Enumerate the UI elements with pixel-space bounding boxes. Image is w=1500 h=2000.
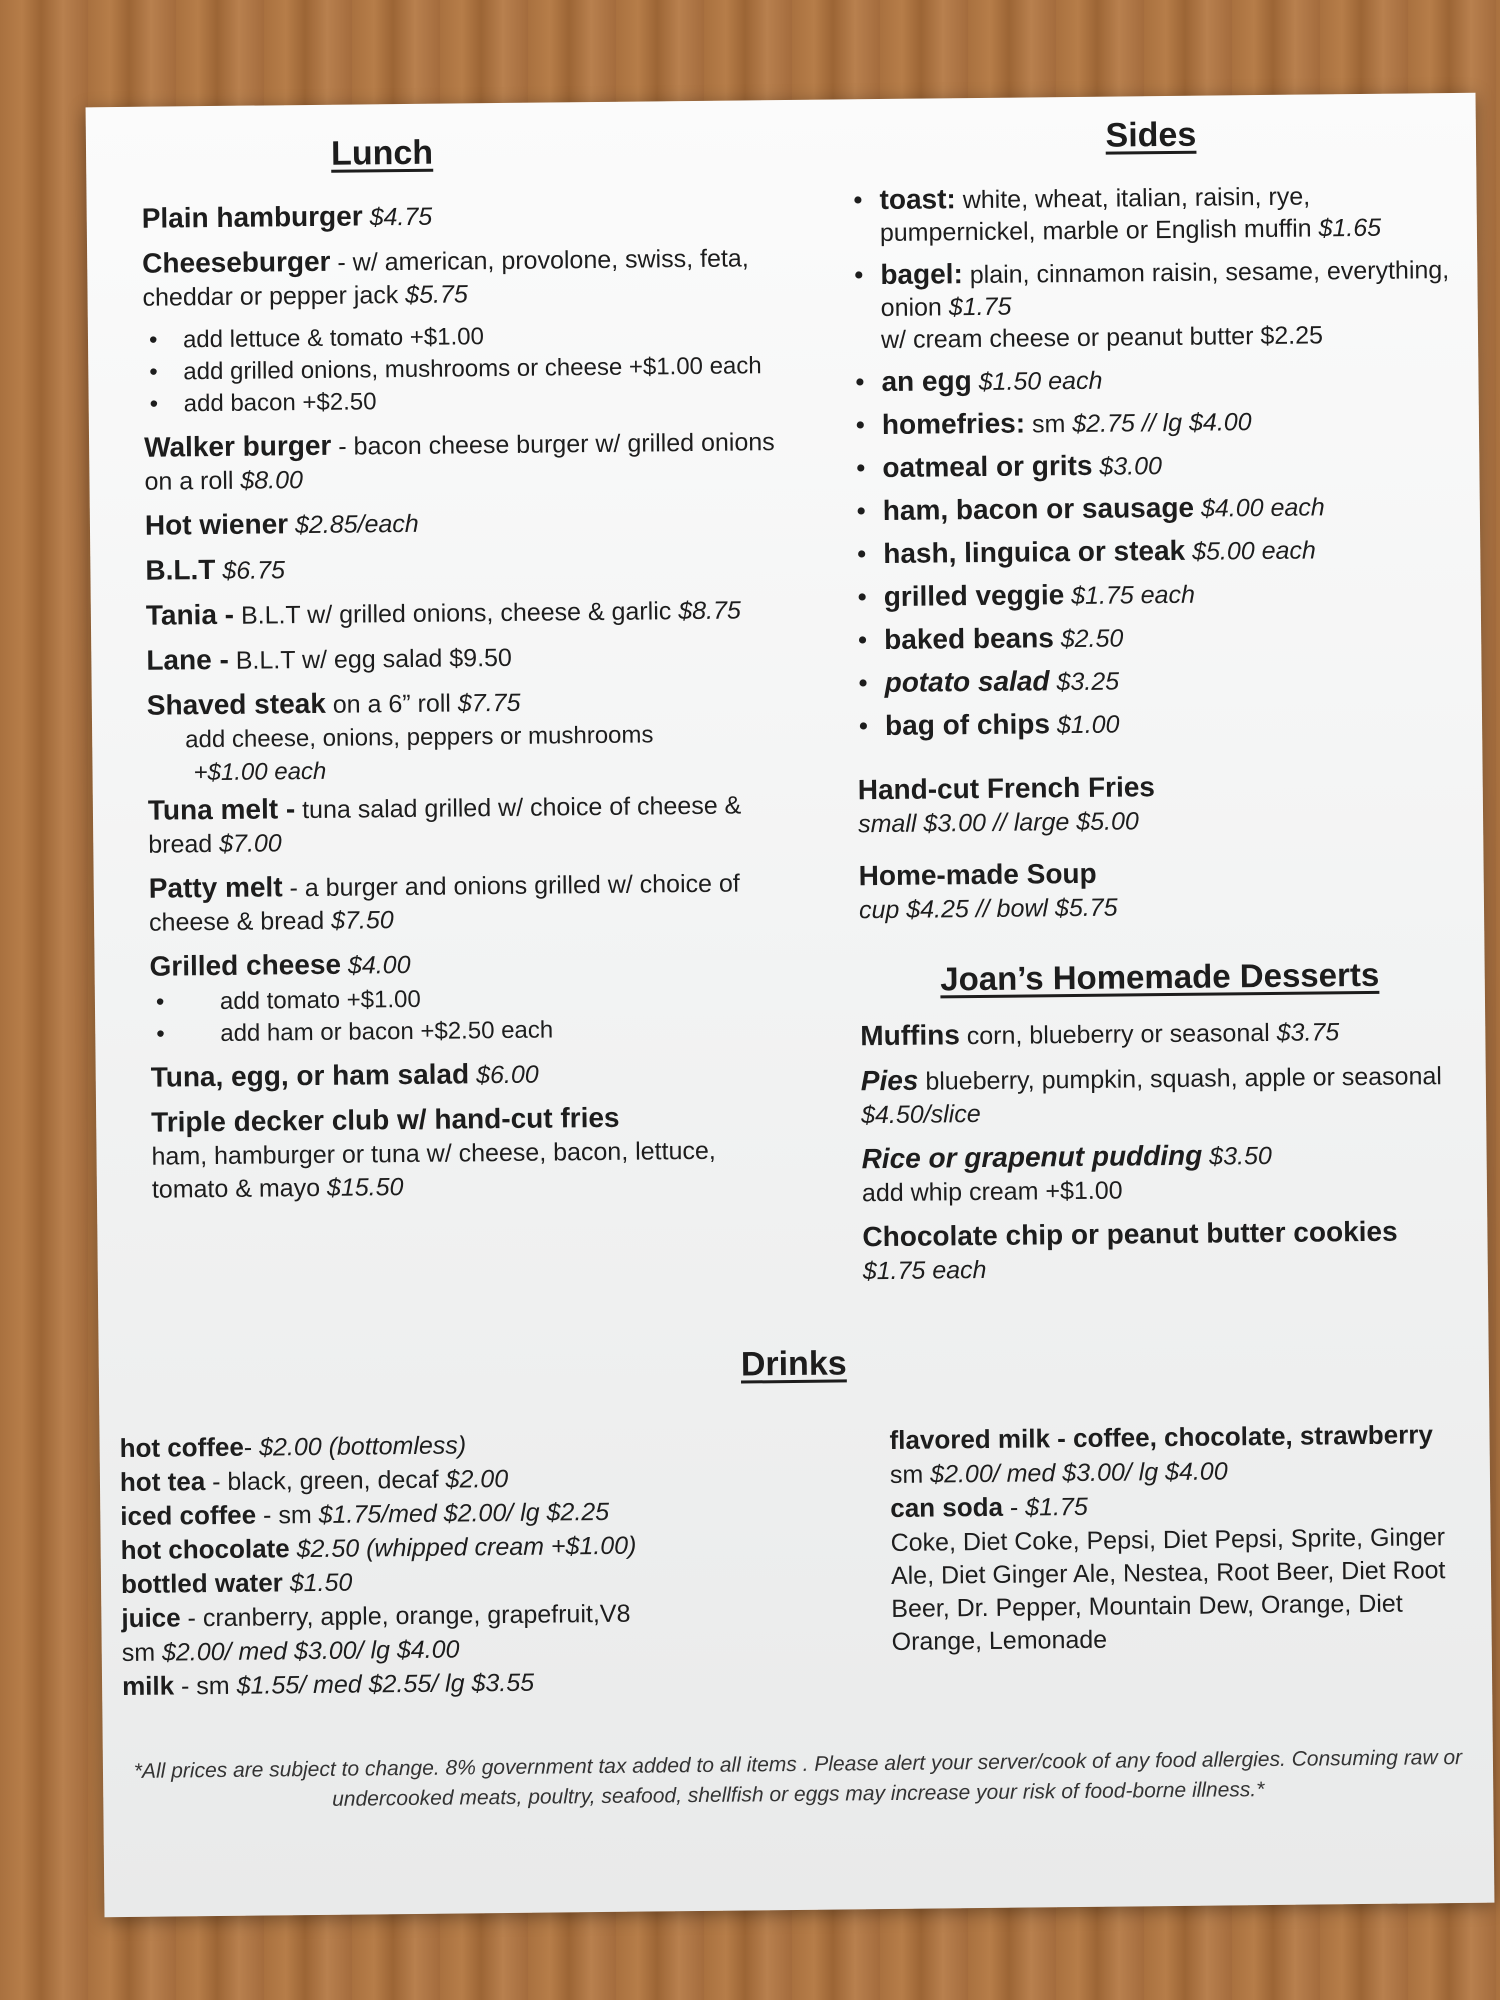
menu-item: Triple decker club w/ hand-cut fries ham, hamburger or tuna w/ cheese, bacon, lettuce, tomato & mayo $15.50 xyxy=(151,1101,716,1204)
menu-item: Tuna melt - tuna salad grilled w/ choice of cheese & bread $7.00 xyxy=(147,791,742,859)
addon-item: • add bacon +$2.50 xyxy=(144,382,784,421)
drink-item: milk - sm $1.55/ med $2.55/ lg $3.55 xyxy=(121,1668,535,1702)
sides-column xyxy=(851,113,1463,1298)
menu-item: B.L.T $6.75 xyxy=(145,553,286,586)
dessert-item: Chocolate chip or peanut butter cookies $1.75 each xyxy=(862,1215,1398,1286)
drinks-left-column xyxy=(119,1425,762,1704)
side-item: • ham, bacon or sausage $4.00 each xyxy=(855,489,1455,528)
menu-item: Lane - B.L.T w/ egg salad $9.50 xyxy=(146,643,513,676)
soup-item: Home-made Soup cup $4.25 // bowl $5.75 xyxy=(858,857,1118,925)
drink-item: can soda - $1.75 xyxy=(890,1491,1088,1523)
drink-item: bottled water $1.50 xyxy=(120,1567,353,1600)
drink-item: iced coffee - sm $1.75/med $2.00/ lg $2.25 xyxy=(120,1497,610,1532)
side-item: • oatmeal or grits $3.00 xyxy=(854,446,1454,485)
side-item: • grilled veggie $1.75 each xyxy=(856,575,1456,614)
drink-item: hot chocolate $2.50 (whipped cream +$1.00) xyxy=(120,1531,637,1566)
menu-item: Tuna, egg, or ham salad $6.00 xyxy=(150,1058,539,1093)
side-item: • bagel: plain, cinnamon raisin, sesame, everything, onion $1.75 w/ cream cheese or peanut butter $2.25 xyxy=(852,253,1453,356)
side-item: • potato salad $3.25 xyxy=(856,661,1456,700)
menu-item: Plain hamburger $4.75 xyxy=(141,200,433,234)
lunch-title: Lunch xyxy=(330,133,434,173)
drink-item: sm $2.00/ med $3.00/ lg $4.00 xyxy=(121,1635,460,1668)
fries-item: Hand-cut French Fries small $3.00 // large $5.00 xyxy=(857,771,1156,839)
drink-item: hot coffee- $2.00 (bottomless) xyxy=(119,1431,467,1464)
drinks-title: Drinks xyxy=(740,1344,847,1384)
lunch-column xyxy=(141,130,792,1217)
addon-item: • add lettuce & tomato +$1.00 xyxy=(143,318,783,357)
drinks-right-column xyxy=(889,1418,1471,1659)
side-item: • baked beans $2.50 xyxy=(856,618,1456,657)
drink-item: hot tea - black, green, decaf $2.00 xyxy=(119,1464,509,1498)
drink-item: juice - cranberry, apple, orange, grapefruit,V8 xyxy=(121,1599,631,1634)
menu-item: Grilled cheese $4.00 xyxy=(149,948,411,982)
menu-item: Cheeseburger - w/ american, provolone, swiss, feta, cheddar or pepper jack $5.75 xyxy=(142,244,749,312)
menu-sheet xyxy=(86,93,1495,1917)
side-item: • hash, linguica or steak $5.00 each xyxy=(855,532,1455,571)
drink-item: sm $2.00/ med $3.00/ lg $4.00 xyxy=(889,1457,1228,1489)
menu-item: Hot wiener $2.85/each xyxy=(144,508,419,541)
drink-item: Coke, Diet Coke, Pepsi, Diet Pepsi, Sprite, Ginger Ale, Diet Ginger Ale, Nestea, Root Beer, Diet Root Beer, Dr. Pepper, Mountain Dew, Orange, Diet Orange, Lemonade xyxy=(890,1523,1446,1656)
dessert-item: Muffins corn, blueberry or seasonal $3.75 xyxy=(860,1018,1340,1052)
addon-item: add cheese, onions, peppers or mushrooms +$1.00 each xyxy=(185,721,654,787)
sides-title: Sides xyxy=(1105,115,1197,155)
desserts-title: Joan’s Homemade Desserts xyxy=(940,955,1380,998)
addon-item: • add tomato +$1.00 xyxy=(150,980,790,1019)
menu-item: Patty melt - a burger and onions grilled w/ choice of cheese & bread $7.50 xyxy=(148,869,740,937)
side-item: • bag of chips $1.00 xyxy=(857,704,1457,743)
side-item: • an egg $1.50 each xyxy=(853,360,1453,399)
menu-item: Tania - B.L.T w/ grilled onions, cheese & garlic $8.75 xyxy=(145,596,741,631)
addon-item: • add grilled onions, mushrooms or cheese +$1.00 each xyxy=(143,350,783,389)
dessert-item: Pies blueberry, pumpkin, squash, apple or seasonal $4.50/slice xyxy=(860,1062,1443,1130)
side-item: • homefries: sm $2.75 // lg $4.00 xyxy=(854,403,1454,442)
drink-item: flavored milk - coffee, chocolate, strawberry xyxy=(889,1419,1433,1455)
addon-item: • add ham or bacon +$2.50 each xyxy=(150,1012,790,1051)
dessert-item: Rice or grapenut pudding $3.50 add whip cream +$1.00 xyxy=(861,1139,1272,1208)
side-item: • toast: white, wheat, italian, raisin, rye, pumpernickel, marble or English muffin $1.65 xyxy=(851,178,1452,249)
menu-item: Walker burger - bacon cheese burger w/ grilled onions on a roll $8.00 xyxy=(143,428,775,496)
footnote: *All prices are subject to change. 8% government tax added to all items . Please alert your server/cook of any food allergies. Consuming raw or undercooked meats, poultry, seafood, shellfish or eggs may increase your risk of food-borne illness.* xyxy=(133,1746,1463,1811)
menu-item: Shaved steak on a 6” roll $7.75 add cheese, onions, peppers or mushrooms +$1.00 each xyxy=(147,682,788,790)
